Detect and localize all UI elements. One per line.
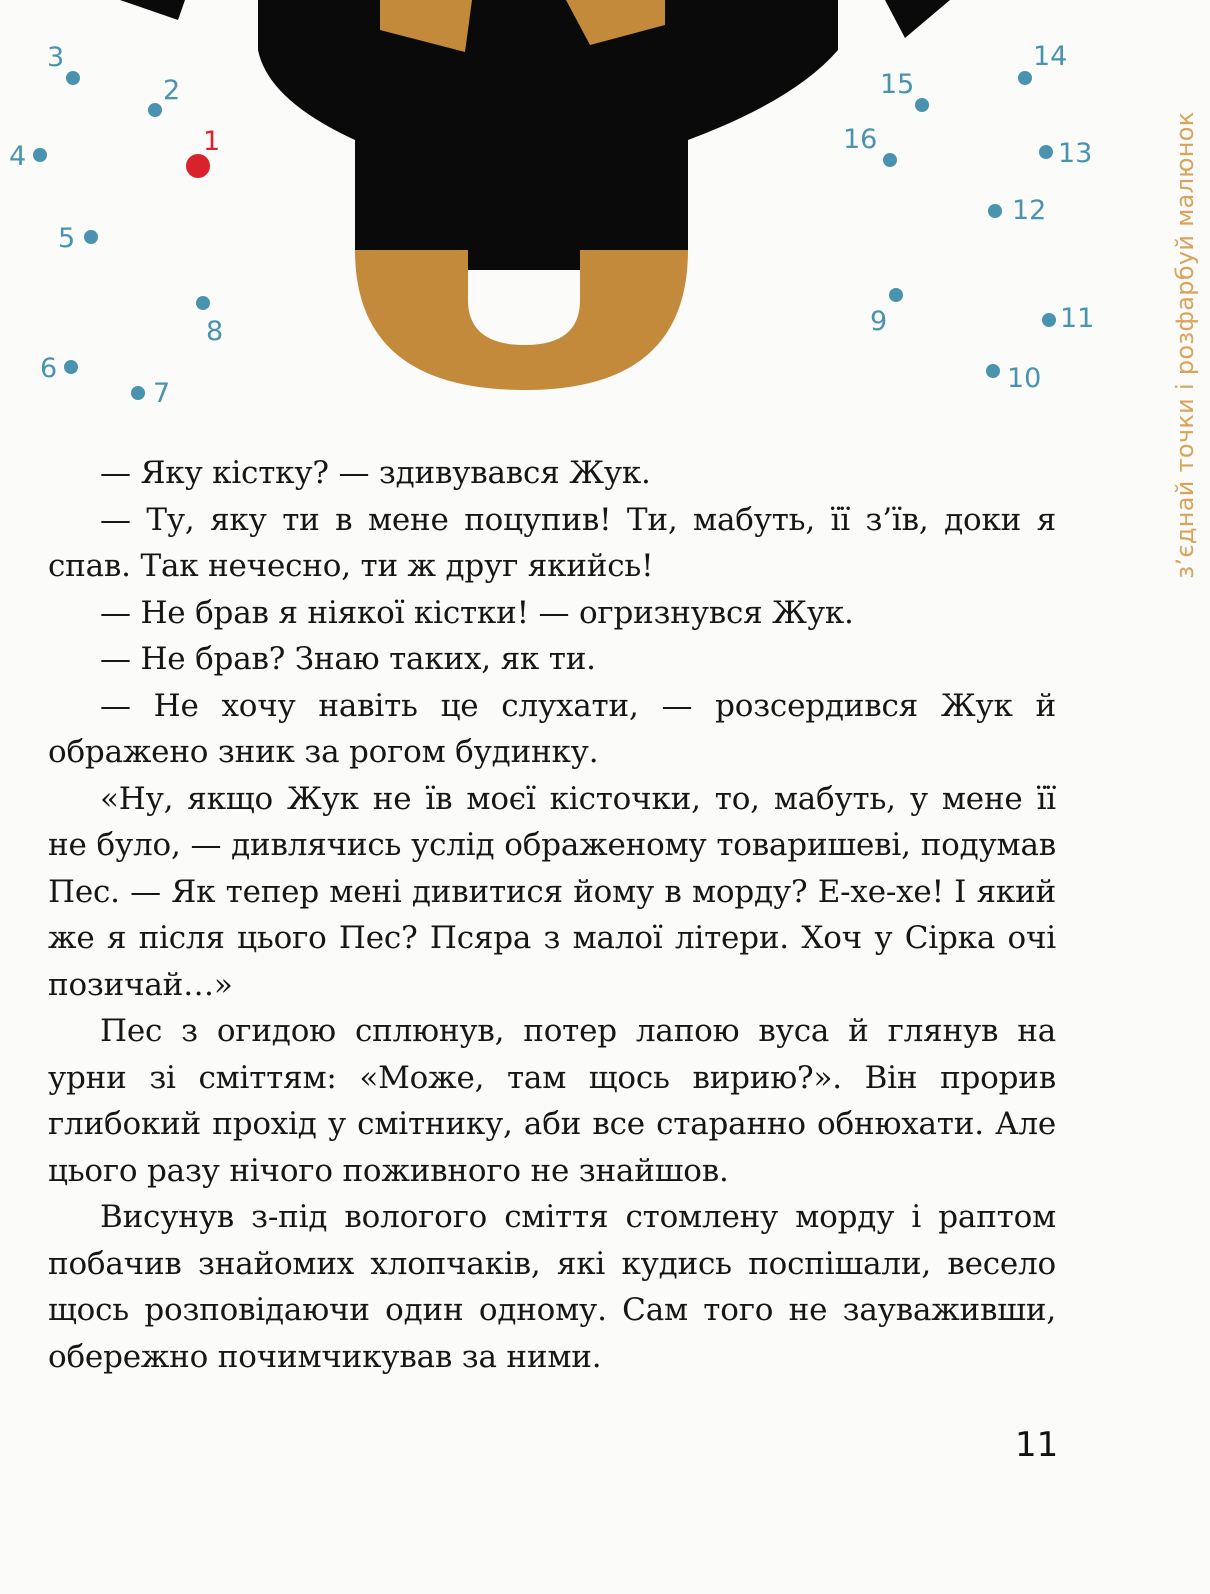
dot-16-label: 16 [843,124,878,155]
dot-14[interactable] [1018,41,1067,85]
dot-6-point [64,360,78,374]
dot-13[interactable] [1039,138,1092,169]
story-paragraph: — Не хочу навіть це слухати, — розсердився Жук й ображено зник за рогом будинку. [48,687,1056,770]
dot-12-point [988,204,1002,218]
dot-10[interactable] [986,363,1041,394]
dot-4-point [33,148,47,162]
dot-16-point [883,153,897,167]
dot-6-label: 6 [40,353,58,384]
dot-2-point [148,103,162,117]
dot-11-point [1042,313,1056,327]
dog-head [120,0,950,390]
left-ear [120,0,185,20]
dot-10-label: 10 [1007,363,1042,394]
dot-15[interactable] [880,69,929,112]
dot-13-point [1039,145,1053,159]
dot-14-label: 14 [1033,41,1068,72]
dot-8-label: 8 [206,316,224,347]
dot-7[interactable] [131,378,170,409]
dot-13-label: 13 [1058,138,1093,169]
story-paragraph: Висунув з-під вологого сміття стомлену морду і раптом побачив знайомих хлопчаків, які кудись поспішали, весело щось розповідаючи один одному. Сам того не зауваживши, обережно почимчикував за ними. [48,1199,1056,1375]
story-text [48,450,1056,1380]
dot-11-label: 11 [1060,303,1095,334]
page-number: 11 [1015,1425,1059,1465]
dot-11[interactable] [1042,303,1094,334]
dot-1-point [186,154,210,178]
dot-5-label: 5 [58,223,76,254]
dot-9-point [889,288,903,302]
dot-2[interactable] [148,75,180,117]
story-paragraph: — Не брав я ніякої кістки! — огризнувся Жук. [100,594,854,631]
dot-12-label: 12 [1012,195,1047,226]
dot-5-point [84,230,98,244]
dot-15-point [915,98,929,112]
right-ear [885,0,950,38]
dot-6[interactable] [40,353,78,384]
dot-8-point [196,296,210,310]
dot-3-point [66,71,80,85]
muzzle [355,250,688,390]
dot-9-label: 9 [870,306,888,337]
dot-9[interactable] [870,288,903,337]
dot-16[interactable] [843,124,897,167]
dot-12[interactable] [988,195,1046,226]
dot-3[interactable] [47,42,80,85]
story-paragraph: — Не брав? Знаю таких, як ти. [100,641,596,677]
dot-7-point [131,386,145,400]
dot-4-label: 4 [9,141,27,172]
dot-4[interactable] [9,141,47,172]
dot-7-label: 7 [153,378,171,409]
dot-1[interactable] [186,126,220,178]
story-paragraph: — Яку кістку? — здивувався Жук. [100,455,651,491]
dot-8[interactable] [196,296,223,347]
dot-14-point [1018,71,1032,85]
story-paragraph: Пес з огидою сплюнув, потер лапою вуса й глянув на урни зі сміттям: «Може, там щось вирию?». Він прорив глибокий прохід у смітнику, аби все старанно обнюхати. Але цього разу нічого поживного не знайшов. [48,1013,1056,1189]
dot-1-label: 1 [203,126,221,157]
activity-caption: з’єднай точки і розфарбуй малюнок [1171,111,1199,579]
dot-10-point [986,364,1000,378]
dot-2-label: 2 [163,75,181,106]
head-shape [258,0,838,270]
dot-15-label: 15 [880,69,915,100]
dot-5[interactable] [58,223,98,254]
dot-3-label: 3 [47,42,65,73]
story-paragraph: — Ту, яку ти в мене поцупив! Ти, мабуть, її з’їв, доки я спав. Так нечесно, ти ж друг якийсь! [48,501,1056,584]
story-paragraph: «Ну, якщо Жук не їв моєї кісточки, то, мабуть, у мене її не було, — дивлячись услід ображеному товаришеві, подумав Пес. — Як тепер мені дивитися йому в морду? Е-хе-хе! І який же я після цього Пес? Псяра з малої літери. Хоч у Сірка очі позичай…» [48,780,1056,1003]
dog-illustration [0,0,1210,420]
